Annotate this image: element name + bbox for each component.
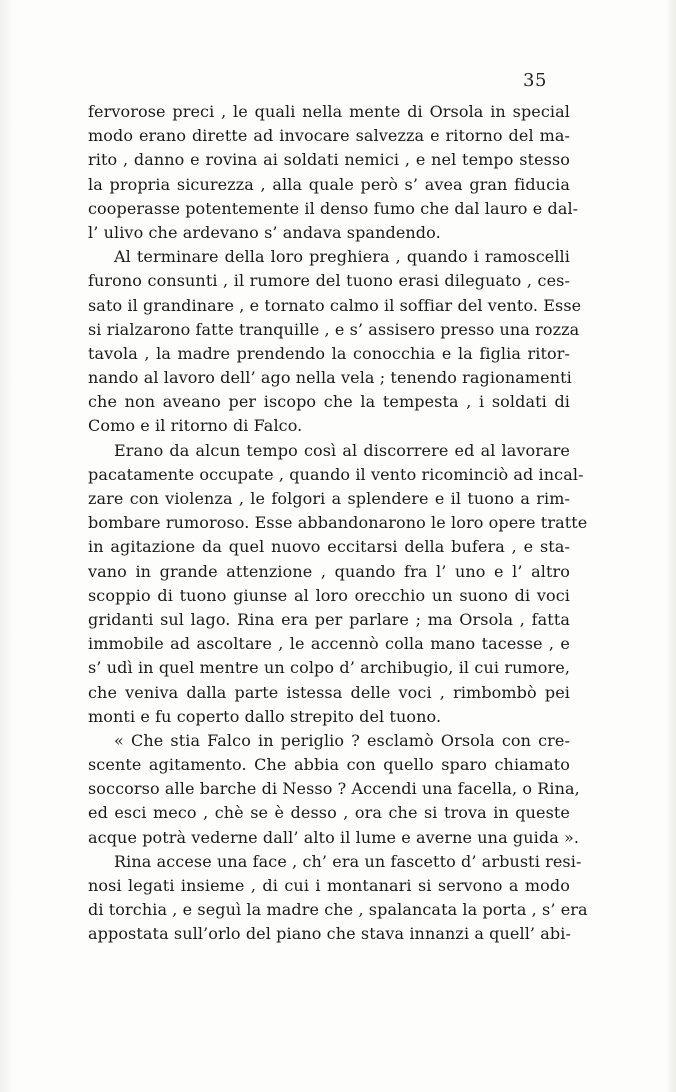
paragraph-start-line: Al terminare della loro preghiera , quando i ramoscelli (114, 247, 570, 267)
text-line: nando al lavoro dell’ ago nella vela ; tenendo ragionamenti (88, 368, 572, 388)
text-line: fervorose preci , le quali nella mente di Orsola in special (88, 102, 570, 121)
text-line: rito , danno e rovina ai soldati nemici , e nel tempo stesso (88, 150, 570, 170)
paragraph-start-line: « Che stia Falco in periglio ? esclamò Orsola con cre- (114, 730, 570, 750)
page-left-edge (0, 0, 14, 1092)
text-line: che non aveano per iscopo che la tempesta , i soldati di (88, 392, 570, 412)
paragraph-start-line: Rina accese una face , ch’ era un fascetto d’ arbusti resi- (114, 851, 582, 871)
text-line: monti e fu coperto dallo strepito del tuono. (88, 706, 442, 726)
text-line: pacatamente occupate , quando il vento ricominciò ad incal- (88, 464, 584, 484)
page-number: 35 (523, 70, 547, 91)
text-line: bombare rumoroso. Esse abbandonarono le loro opere tratte (88, 513, 588, 533)
page-right-edge (666, 0, 676, 1092)
text-line: vano in grande attenzione , quando fra l’ uno e l’ altro (88, 561, 570, 581)
text-line: ed esci meco , chè se è desso , ora che si trova in queste (88, 803, 570, 823)
text-line: sato il grandinare , e tornato calmo il soffiar del vento. Esse (88, 295, 582, 315)
text-line: di torchia , e seguì la madre che , spalancata la porta , s’ era (88, 900, 588, 920)
text-line: furono consunti , il rumore del tuono erasi dileguato , ces- (88, 271, 570, 291)
text-line: scoppio di tuono giunse al loro orecchio un suono di voci (88, 585, 570, 605)
text-line: modo erano dirette ad invocare salvezza e ritorno del ma- (88, 126, 570, 146)
text-line: Como e il ritorno di Falco. (88, 416, 303, 436)
text-line: appostata sull’orlo del piano che stava innanzi a quell’ abi- (88, 924, 571, 944)
text-line: l’ ulivo che ardevano s’ andava spandendo. (88, 222, 441, 242)
paragraph-start-line: Erano da alcun tempo così al discorrere ed al lavorare (114, 440, 570, 460)
text-line: gridanti sul lago. Rina era per parlare ; ma Orsola , fatta (88, 609, 570, 629)
text-line: acque potrà vederne dall’ alto il lume e averne una guida ». (88, 827, 580, 847)
text-line: in agitazione da quel nuovo eccitarsi della bufera , e sta- (88, 537, 570, 557)
text-line: s’ udì in quel mentre un colpo d’ archibugio, il cui rumore, (88, 658, 570, 678)
text-line: cooperasse potentemente il denso fumo che dal lauro e dal- (88, 198, 579, 218)
text-line: che veniva dalla parte istessa delle voci , rimbombò pei (88, 682, 570, 702)
text-line: zare con violenza , le folgori a splendere e il tuono a rim- (88, 489, 570, 508)
text-line: tavola , la madre prendendo la conocchia e la figlia ritor- (88, 343, 570, 363)
body-text (88, 100, 588, 947)
text-line: la propria sicurezza , alla quale però s’ avea gran fiducia (88, 174, 570, 194)
text-line: nosi legati insieme , di cui i montanari si servono a modo (88, 876, 570, 895)
text-line: immobile ad ascoltare , le accennò colla mano tacesse , e (88, 634, 570, 654)
text-line: soccorso alle barche di Nesso ? Accendi una facella, o Rina, (88, 779, 580, 799)
text-line: si rialzarono fatte tranquille , e s’ assisero presso una rozza (88, 319, 580, 339)
text-line: scente agitamento. Che abbia con quello sparo chiamato (88, 755, 570, 775)
